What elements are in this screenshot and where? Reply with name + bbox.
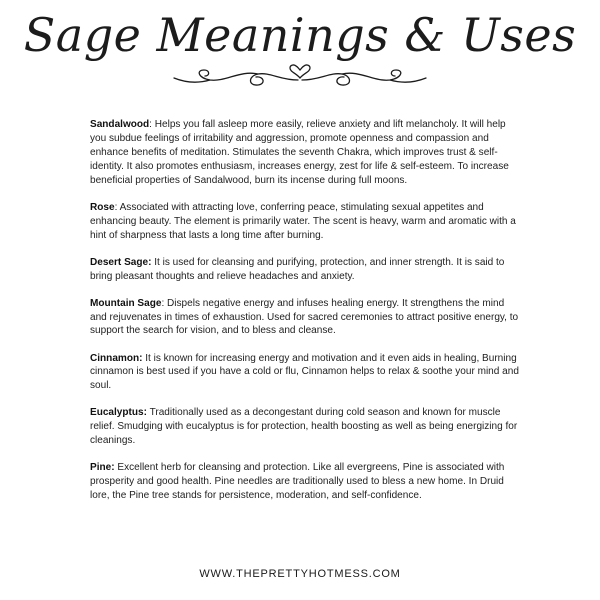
entry-eucalyptus xyxy=(90,406,520,448)
entry-text: Dispels negative energy and infuses healing energy. It strengthens the mind and rejuvenates in times of exhaustion. Used for sacred ceremonies to attract positive energy, to support the search for vision, and to bless and cleanse. xyxy=(90,297,519,337)
entry-rose: Rose: Associated with attracting love, conferring peace, stimulating sexual appetites and enhancing beauty. The element is primarily water. The scent is heavy, warm and aromatic with a hint of sharpness that lasts a long time after burning. xyxy=(90,201,516,241)
entry-name: Cinnamon: xyxy=(90,352,143,364)
entry-text: It is known for increasing energy and motivation and it even aids in healing, Burning cinnamon is best used if you have a cold or flu, Cinnamon helps to relax & soothe your mind and soul. xyxy=(90,352,519,392)
website-footer: WWW.THEPRETTYHOTMESS.COM xyxy=(199,568,401,580)
entry-name: Pine: xyxy=(90,462,115,474)
entry-name: Eucalyptus: xyxy=(90,407,147,419)
entry-text: Associated with attracting love, conferring peace, stimulating sexual appetites and enhancing beauty. The element is primarily water. The scent is heavy, warm and aromatic with a hint of sharpness that lasts a long time after burning. xyxy=(90,201,516,241)
entry-text: Traditionally used as a decongestant during cold season and known for muscle relief. Smudging with eucalyptus is for protection, health boosting as well as being energizing for cleanings. xyxy=(90,407,518,447)
entry-text: Helps you fall asleep more easily, relieve anxiety and lift melancholy. It will help you subdue feelings of irritability and aggression, promote openness and compassion and enhance benefits of meditation. Stimulates the seventh Chakra, which improves trust & self-identity. It also promotes enthusiasm, increases energy, zest for life & self-esteem. To increase beneficial properties of Sandalwood, burn its incense during full moons. xyxy=(90,119,509,186)
entry-sandalwood: Sandalwood: Helps you fall asleep more easily, relieve anxiety and lift melancholy. It will help you subdue feelings of irritability and aggression, promote openness and compassion and enhance benefits of meditation. Stimulates the seventh Chakra, which improves trust & self-identity. It also promotes enthusiasm, increases energy, zest for life & self-esteem. To increase beneficial properties of Sandalwood, burn its incense during full moons. xyxy=(90,119,509,186)
entry-desert-sage xyxy=(90,256,520,284)
entry-name: Desert Sage: xyxy=(90,256,152,268)
entry-name: Sandalwood xyxy=(90,119,150,130)
entry-text: Excellent herb for cleansing and protection. Like all evergreens, Pine is associated with prosperity and good health. Pine needles are traditionally used to bless a new home. In Druid lore, the Pine tree stands for persistence, moderation, and self-confidence. xyxy=(90,462,505,502)
page-title: Sage Meanings & Uses xyxy=(23,8,577,62)
entry-mountain-sage: Mountain Sage: Dispels negative energy and infuses healing energy. It strengthens the mind and rejuvenates in times of exhaustion. Used for sacred ceremonies to attract positive energy, to support the search for vision, and to bless and cleanse. xyxy=(90,297,519,337)
entry-pine xyxy=(90,461,520,503)
entries-list xyxy=(90,118,520,516)
entry-text: It is used for cleansing and purifying, protection, and inner strength. It is said to bring pleasant thoughts and relieve headaches and anxiety. xyxy=(90,256,505,282)
heart-flourish-icon xyxy=(170,64,430,90)
entry-cinnamon xyxy=(90,352,520,394)
entry-name: Mountain Sage xyxy=(90,297,162,309)
entry-name: Rose xyxy=(90,201,115,213)
